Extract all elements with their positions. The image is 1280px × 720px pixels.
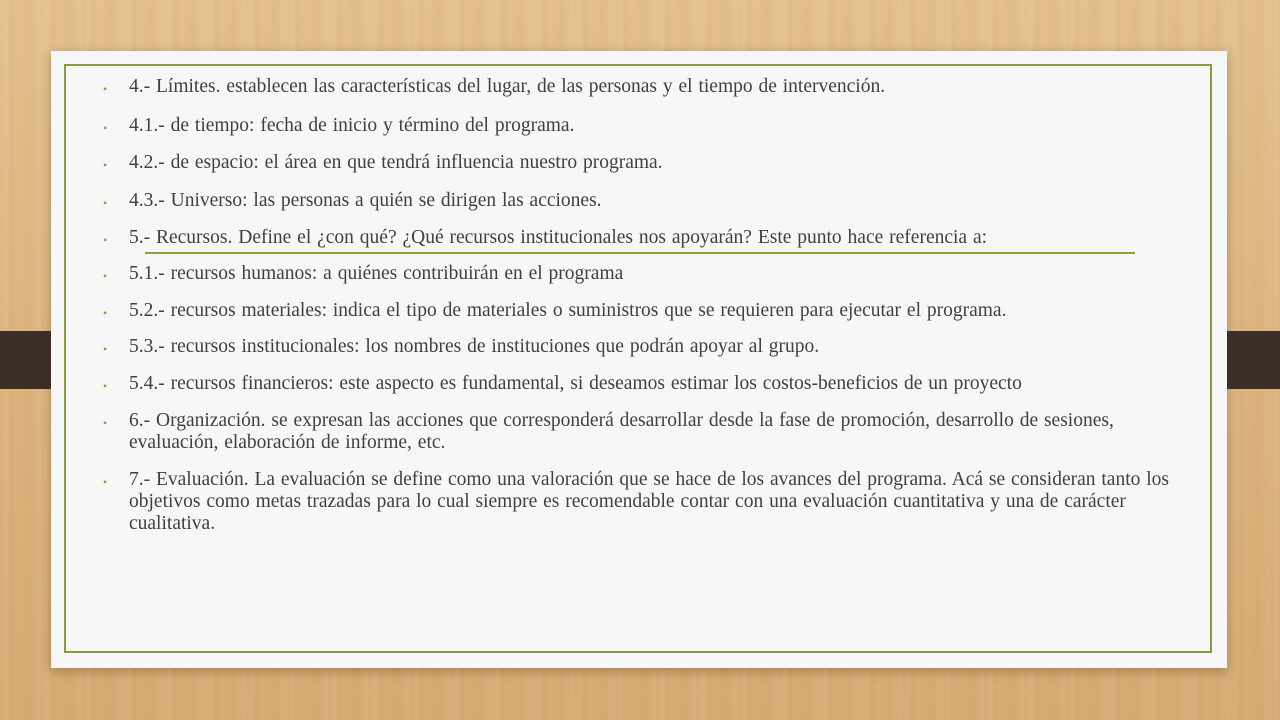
bullet-text: 5.- Recursos. Define el ¿con qué? ¿Qué recursos institucionales nos apoyarán? Este punto hace referencia a: bbox=[129, 227, 988, 248]
bullet-item-7 bbox=[103, 469, 1178, 535]
bullet-dot-icon: • bbox=[103, 82, 108, 96]
bullet-text: 4.3.- Universo: las personas a quién se dirigen las acciones. bbox=[129, 190, 602, 211]
bullet-dot-icon: • bbox=[103, 379, 108, 393]
bullet-text: 4.2.- de espacio: el área en que tendrá influencia nuestro programa. bbox=[129, 152, 663, 173]
bullet-dot-icon: • bbox=[103, 416, 108, 430]
bullet-text: 5.2.- recursos materiales: indica el tipo de materiales o suministros que se requieren para ejecutar el programa. bbox=[129, 300, 1007, 321]
bullet-text: 5.4.- recursos financieros: este aspecto es fundamental, si deseamos estimar los costos-beneficios de un proyecto bbox=[129, 373, 1022, 394]
bullet-dot-icon: • bbox=[103, 158, 108, 172]
bullet-dot-icon: • bbox=[103, 475, 108, 489]
bullet-dot-icon: • bbox=[103, 196, 108, 210]
bullet-item-4-2 bbox=[103, 152, 1178, 174]
bullet-item-5 bbox=[103, 227, 1178, 249]
bullet-item-4 bbox=[103, 76, 1178, 98]
bullet-item-4-1 bbox=[103, 115, 1178, 137]
bullet-item-5-3 bbox=[103, 336, 1178, 358]
bullet-item-5-4 bbox=[103, 373, 1178, 395]
bullet-text: 4.1.- de tiempo: fecha de inicio y término del programa. bbox=[129, 115, 575, 136]
bullet-item-4-3 bbox=[103, 190, 1178, 212]
bullet-dot-icon: • bbox=[103, 269, 108, 283]
bullet-text: 5.3.- recursos institucionales: los nombres de instituciones que podrán apoyar al grupo. bbox=[129, 336, 820, 357]
bullet-item-5-2 bbox=[103, 300, 1178, 322]
bullet-dot-icon: • bbox=[103, 306, 108, 320]
bullet-text: 7.- Evaluación. La evaluación se define como una valoración que se hace de los avances del programa. Acá se consideran tanto los objetivos como metas trazadas para lo cual siempre es recomendable contar con una evaluación cuantitativa y una de carácter cualitativa. bbox=[129, 469, 1170, 534]
bullet-text: 6.- Organización. se expresan las acciones que corresponderá desarrollar desde la fase de promoción, desarrollo de sesiones, evaluación, elaboración de informe, etc. bbox=[129, 410, 1114, 453]
bullet-item-5-1 bbox=[103, 263, 1178, 285]
bullet-dot-icon: • bbox=[103, 233, 108, 247]
bullet-dot-icon: • bbox=[103, 121, 108, 135]
bullet-text: 5.1.- recursos humanos: a quiénes contribuirán en el programa bbox=[129, 263, 624, 284]
bullet-item-6 bbox=[103, 410, 1178, 454]
bullet-dot-icon: • bbox=[103, 342, 108, 356]
bullet-list bbox=[103, 76, 1178, 535]
bullet-text: 4.- Límites. establecen las características del lugar, de las personas y el tiempo de intervención. bbox=[129, 76, 886, 97]
